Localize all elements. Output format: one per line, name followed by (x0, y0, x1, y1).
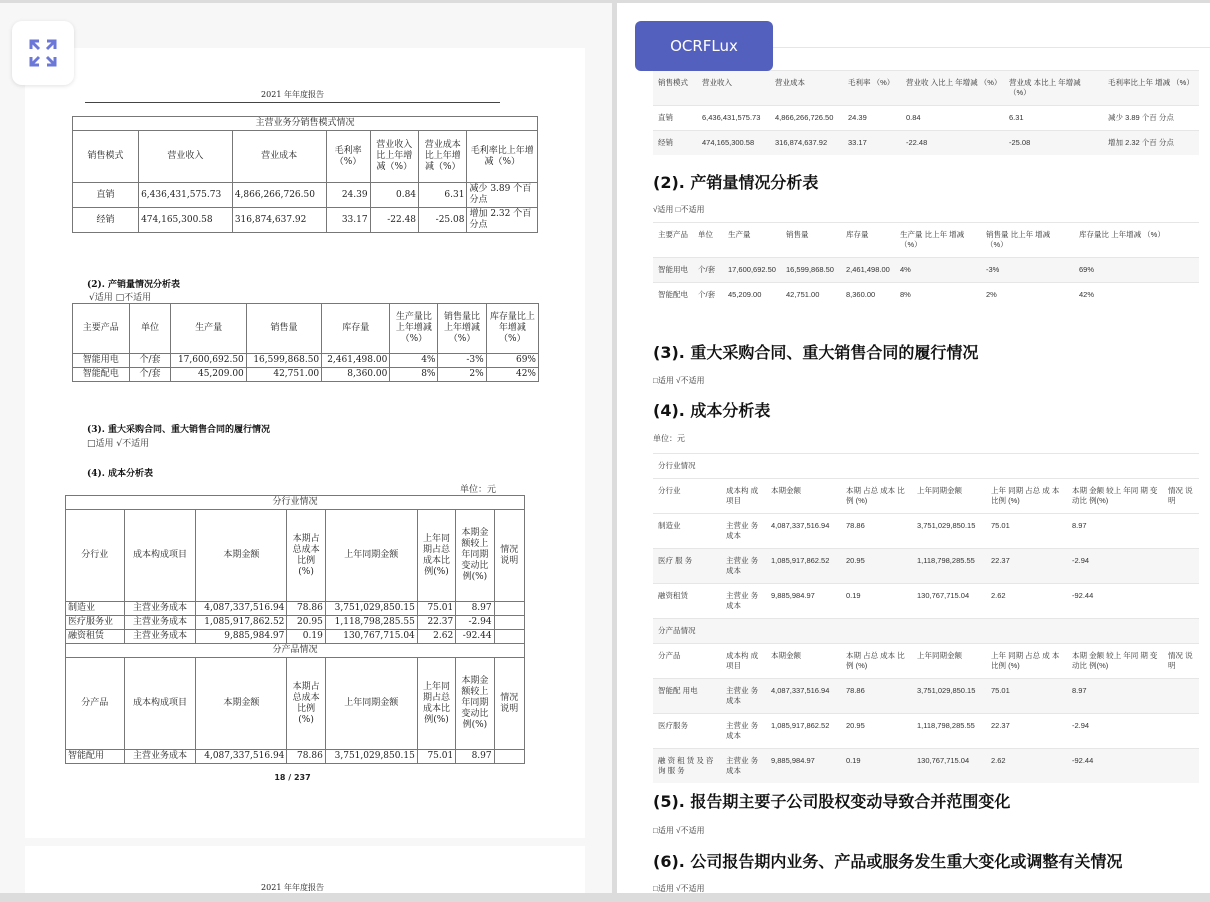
header-cell: 毛利率比上年增减（%） (467, 131, 538, 183)
section-heading: (2). 产销量情况分析表 (653, 173, 819, 192)
ocr-sales-mode-table: 销售模式 营业收入 营业成本 毛利率 （%） 营业收 入比上 年增减 （%） 营业成 本比上 年增减 （%） 毛利率比上年 增减 （%） 直销 6,436,431,575.73 4,866,266,726.50 24.39 0.84 6.31 减少 3.89 个百 分点 经销 474,165,300.58 316,874,637.92 33.17 -22.48 -25.08 增加 2.32 个百 分点 (653, 70, 1199, 155)
header-cell: 营业成本比上年增减（%） (419, 131, 467, 183)
table-row: 直销 6,436,431,575.73 4,866,266,726.50 24.39 0.84 6.31 减少 3.89 个百分点 (73, 183, 538, 208)
page-number: 18 / 237 (274, 773, 311, 782)
table-row: 智能用电 个/套 17,600,692.50 16,599,868.50 2,461,498.00 4% -3% 69% (653, 258, 1199, 283)
table-row: 医疗服务 主营业 务成本 1,085,917,862.52 20.95 1,118,798,285.55 22.37 -2.94 (653, 714, 1199, 749)
table-row: 智能配用 主营业务成本 4,087,337,516.94 78.86 3,751,029,850.15 75.01 8.97 (66, 750, 525, 764)
sales-mode-table (72, 116, 538, 233)
unit-label: 单位：元 (460, 485, 497, 495)
applicability-note: □适用 √不适用 (653, 826, 705, 835)
page-header: 2021 年年度报告 (261, 883, 324, 892)
cost-analysis-table: 分行业情况 分行业 成本构成项目 本期金额 本期占总成本比例(%) 上年同期金额 上年同期占总成本比例(%) 本期金额较上年同期变动比例(%) 情况说明 制造业 主营业务成本 4,087,337,516.94 78.86 3,751,029,850.15 75.01 8.97 医疗服务业 主营业务成本 1,085,917,862.52 20.95 1,118,798,285.55 22.37 -2.94 融资租赁 主营业务成本 9,885,984.97 0.19 130,767,715.04 2.62 -92.44 分产品情况 分产品 成本构成项目 本期金额 本期占总成本比例(%) 上年同期金额 上年同期占总成本比例(%) 本期金额较上年同期变动比例(%) 情况说明 智能配用 主营业务成本 4,087,337,516.94 78.86 3,751,029,850.15 75.01 8.97 (65, 495, 525, 764)
expand-button[interactable] (12, 21, 74, 85)
table-row: 智能配 用电 主营业 务成本 4,087,337,516.94 78.86 3,751,029,850.15 75.01 8.97 (653, 679, 1199, 714)
unit-label: 单位：元 (653, 434, 685, 443)
table-row: 直销 6,436,431,575.73 4,866,266,726.50 24.39 0.84 6.31 减少 3.89 个百 分点 (653, 106, 1199, 131)
table-row: 制造业 主营业 务成本 4,087,337,516.94 78.86 3,751,029,850.15 75.01 8.97 (653, 514, 1199, 549)
header-cell: 毛利率（%） (326, 131, 370, 183)
table-row: 智能配电 个/套 45,209.00 42,751.00 8,360.00 8% 2% 42% (73, 368, 539, 382)
header-cell: 营业成本 (232, 131, 326, 183)
expand-arrows-icon (27, 37, 59, 69)
section-heading: (3). 重大采购合同、重大销售合同的履行情况 (653, 343, 979, 362)
section-heading: (2). 产销量情况分析表 (87, 280, 181, 290)
divider-line (773, 47, 1210, 48)
section-heading: (4). 成本分析表 (87, 469, 154, 479)
header-cell: 销售模式 (73, 131, 139, 183)
applicability-note: □适用 √不适用 (87, 439, 150, 449)
table-row: 制造业 主营业务成本 4,087,337,516.94 78.86 3,751,029,850.15 75.01 8.97 (66, 602, 525, 616)
header-cell: 营业收入比上年增减（%） (370, 131, 418, 183)
table-row: 医疗 服 务 主营业 务成本 1,085,917,862.52 20.95 1,118,798,285.55 22.37 -2.94 (653, 549, 1199, 584)
table-row: 智能配电 个/套 45,209.00 42,751.00 8,360.00 8% 2% 42% (653, 283, 1199, 308)
table-row: 融资租赁 主营业 务成本 9,885,984.97 0.19 130,767,715.04 2.62 -92.44 (653, 584, 1199, 619)
section-heading: (3). 重大采购合同、重大销售合同的履行情况 (87, 425, 271, 435)
table-row: 智能用电 个/套 17,600,692.50 16,599,868.50 2,461,498.00 4% -3% 69% (73, 354, 539, 368)
page-header: 2021 年年度报告 (85, 89, 500, 103)
ocr-cost-analysis-table: 分行业情况 分行业 成本构 成项目 本期金额 本期 占总 成本 比例 (%) 上年同期金额 上年 同期 占总 成 本 比例 (%) 本期 金额 较上 年同 期 变 动比 例(%) 情况 说明 制造业 主营业 务成本 4,087,337,516.94 78.86 3,751,029,850.15 75.01 8.97 医疗 服 务 主营业 务成本 1,085,917,862.52 20.95 1,118,798,285.55 22.37 -2.94 融资租赁 主营业 务成本 9,885,984.97 0.19 130,767,715.04 2.62 -92.44 分产品情况 分产品 成本构 成项目 本期金额 本期 占总 成本 比例 (%) 上年同期金额 上年 同期 占总 成 本 比例 (%) 本期 金额 较上 年同 期 变 动比 例(%) 情况 说明 智能配 用电 主营业 务成本 4,087,337,516.94 78.86 3,751,029,850.15 75.01 8.97 医疗服务 主营业 务成本 1,085,917,862.52 20.95 1,118,798,285.55 22.37 -2.94 融 资 租 赁 及 咨 询 服 务 主营业 务成本 9,885,984.97 0.19 130,767,715.04 2.62 -92.44 (653, 453, 1199, 783)
table-row: 经销 474,165,300.58 316,874,637.92 33.17 -22.48 -25.08 增加 2.32 个百 分点 (653, 131, 1199, 156)
ocr-production-sales-table: 主要产品 单位 生产量 销售量 库存量 生产量 比上年 增减 （%） 销售量 比上年 增减 （%） 库存量比 上年增减 （%） 智能用电 个/套 17,600,692.50 16,599,868.50 2,461,498.00 4% -3% 69% 智能配电 个/套 45,209.00 42,751.00 8,360.00 8% 2% 42% (653, 222, 1199, 307)
ocrflux-badge: OCRFLux (635, 21, 773, 71)
table-row: 融资租赁 主营业务成本 9,885,984.97 0.19 130,767,715.04 2.62 -92.44 (66, 630, 525, 644)
table-row: 融 资 租 赁 及 咨 询 服 务 主营业 务成本 9,885,984.97 0.19 130,767,715.04 2.62 -92.44 (653, 749, 1199, 784)
original-document-panel[interactable] (0, 3, 612, 893)
applicability-note: √适用 □不适用 (89, 293, 152, 303)
ocr-output-panel[interactable] (617, 3, 1210, 893)
applicability-note: □适用 √不适用 (653, 376, 705, 385)
table-title: 主营业务分销售模式情况 (73, 117, 538, 131)
section-heading: (4). 成本分析表 (653, 401, 771, 420)
section-heading: (5). 报告期主要子公司股权变动导致合并范围变化 (653, 792, 1011, 811)
table-row: 经销 474,165,300.58 316,874,637.92 33.17 -22.48 -25.08 增加 2.32 个百分点 (73, 208, 538, 233)
applicability-note: √适用 □不适用 (653, 205, 705, 214)
applicability-note: □适用 √不适用 (653, 884, 705, 893)
pdf-next-page (25, 846, 585, 893)
pdf-page (25, 48, 585, 838)
table-row: 医疗服务业 主营业务成本 1,085,917,862.52 20.95 1,118,798,285.55 22.37 -2.94 (66, 616, 525, 630)
section-heading: (6). 公司报告期内业务、产品或服务发生重大变化或调整有关情况 (653, 852, 1123, 871)
header-cell: 营业收入 (139, 131, 233, 183)
production-sales-table: 主要产品 单位 生产量 销售量 库存量 生产量比上年增减（%） 销售量比上年增减（%） 库存量比上年增减（%） 智能用电 个/套 17,600,692.50 16,599,868.50 2,461,498.00 4% -3% 69% 智能配电 个/套 45,209.00 42,751.00 8,360.00 8% 2% 42% (72, 303, 539, 382)
